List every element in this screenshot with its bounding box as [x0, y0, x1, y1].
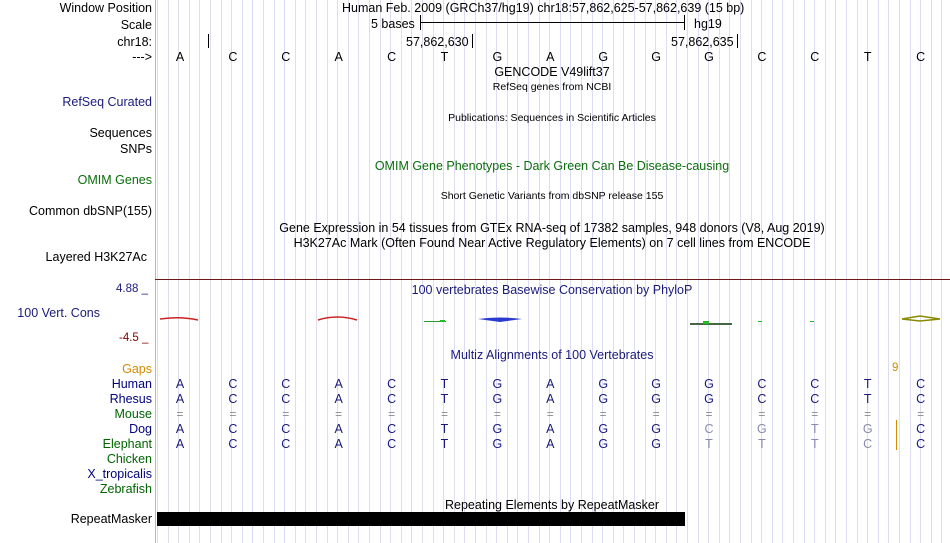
omim-genes-label[interactable]: OMIM Genes: [77, 173, 152, 187]
gaps-label: Gaps: [122, 362, 152, 376]
position-630: 57,862,630: [406, 35, 469, 49]
alignment-base: G: [492, 377, 503, 391]
base-letter: G: [492, 50, 503, 64]
refseq-track-title[interactable]: RefSeq genes from NCBI: [492, 81, 612, 93]
base-letter: C: [387, 50, 397, 64]
alignment-base: T: [863, 377, 872, 391]
alignment-base: A: [175, 422, 185, 436]
alignment-base: G: [651, 377, 661, 391]
scale-text: 5 bases: [371, 17, 415, 31]
alignment-base: =: [864, 407, 872, 421]
h3k27ac-label[interactable]: Layered H3K27Ac: [45, 250, 147, 264]
alignment-base: G: [704, 392, 714, 406]
base-letter: T: [863, 50, 872, 64]
conservation-peak: [318, 317, 357, 320]
alignment-base: A: [175, 377, 185, 391]
alignment-base: G: [598, 377, 609, 391]
dbsnp-label[interactable]: Common dbSNP(155): [29, 204, 152, 218]
base-letter: G: [598, 50, 609, 64]
alignment-base: G: [862, 422, 873, 436]
alignment-base: C: [281, 392, 291, 406]
alignment-base: C: [228, 377, 238, 391]
alignment-base: =: [176, 407, 184, 421]
sequences-label[interactable]: Sequences: [89, 126, 152, 140]
publications-track-title[interactable]: Publications: Sequences in Scientific Articles: [448, 112, 656, 124]
gtex-track-title[interactable]: Gene Expression in 54 tissues from GTEx RNA-seq of 17382 samples, 948 donors (V8, Aug 2019): [279, 221, 825, 235]
strand-label: --->: [132, 50, 152, 64]
base-letter: C: [757, 50, 767, 64]
alignment-base: C: [228, 422, 238, 436]
alignment-base: C: [281, 437, 291, 451]
alignment-base: G: [651, 392, 661, 406]
chrom-label: chr18:: [117, 35, 152, 49]
alignment-base: C: [916, 392, 926, 406]
dbsnp-track-title[interactable]: Short Genetic Variants from dbSNP release 155: [440, 190, 664, 202]
conservation-track-title[interactable]: 100 vertebrates Basewise Conservation by PhyloP: [411, 283, 693, 297]
alignment-base: C: [387, 392, 397, 406]
h3k27ac-track-title[interactable]: H3K27Ac Mark (Often Found Near Active Regulatory Elements) on 7 cell lines from ENCODE: [293, 236, 811, 250]
alignment-base: G: [651, 437, 661, 451]
base-letter: C: [228, 50, 238, 64]
conservation-mark: [703, 321, 709, 324]
species-label[interactable]: X_tropicalis: [87, 467, 152, 481]
alignment-base: C: [704, 422, 714, 436]
conservation-mark: [440, 320, 445, 322]
species-label[interactable]: Mouse: [114, 407, 152, 421]
gencode-track-title[interactable]: GENCODE V49lift37: [494, 65, 610, 79]
alignment-base: C: [281, 377, 291, 391]
base-letter: A: [334, 50, 343, 64]
species-label[interactable]: Rhesus: [109, 392, 152, 406]
base-letter: T: [440, 50, 449, 64]
alignment-base: =: [811, 407, 819, 421]
alignment-base: =: [546, 407, 554, 421]
alignment-base: C: [757, 392, 767, 406]
alignment-base: T: [440, 392, 449, 406]
alignment-base: A: [175, 437, 185, 451]
gap-count: 9: [892, 362, 899, 374]
window-position-label: Window Position: [59, 1, 152, 15]
species-label[interactable]: Human: [111, 377, 152, 391]
conservation-mark: [758, 321, 762, 322]
position-635: 57,862,635: [671, 35, 734, 49]
alignment-base: T: [440, 377, 449, 391]
assembly-label: hg19: [694, 17, 722, 31]
scale-label: Scale: [120, 18, 152, 32]
alignment-base: G: [704, 377, 714, 391]
alignment-base: A: [546, 422, 555, 436]
conservation-ymin: -4.5 _: [119, 332, 149, 344]
repeatmasker-element[interactable]: [157, 512, 685, 526]
alignment-base: A: [546, 377, 555, 391]
alignment-base: =: [705, 407, 713, 421]
base-letter: G: [651, 50, 661, 64]
conservation-ymax: 4.88 _: [116, 283, 148, 295]
species-label[interactable]: Dog: [129, 422, 152, 436]
alignment-base: C: [810, 377, 820, 391]
alignment-base: A: [546, 392, 555, 406]
conservation-mark: [690, 323, 732, 325]
base-letter: C: [810, 50, 820, 64]
repeatmasker-track-title[interactable]: Repeating Elements by RepeatMasker: [444, 498, 660, 512]
refseq-curated-label[interactable]: RefSeq Curated: [62, 95, 152, 109]
base-letter: G: [704, 50, 714, 64]
alignment-base: C: [757, 377, 767, 391]
snps-label[interactable]: SNPs: [120, 142, 152, 156]
alignment-base: =: [493, 407, 501, 421]
alignment-base: =: [335, 407, 343, 421]
alignment-base: T: [810, 422, 819, 436]
alignment-base: A: [334, 422, 343, 436]
alignment-base: A: [546, 437, 555, 451]
multiz-track-title[interactable]: Multiz Alignments of 100 Vertebrates: [450, 348, 654, 362]
alignment-base: C: [228, 437, 238, 451]
conservation-peak: [160, 318, 198, 320]
base-letter: A: [546, 50, 555, 64]
alignment-base: T: [810, 437, 819, 451]
alignment-base: T: [758, 437, 766, 451]
species-label[interactable]: Elephant: [102, 437, 152, 451]
alignment-base: C: [387, 422, 397, 436]
base-letter: C: [281, 50, 291, 64]
alignment-base: G: [492, 392, 503, 406]
alignment-base: G: [651, 422, 661, 436]
base-letter: C: [916, 50, 926, 64]
repeatmasker-label[interactable]: RepeatMasker: [70, 512, 152, 526]
alignment-base: A: [175, 392, 185, 406]
alignment-base: G: [492, 422, 503, 436]
alignment-base: C: [387, 437, 397, 451]
alignment-base: T: [863, 392, 872, 406]
alignment-base: G: [757, 422, 767, 436]
omim-track-title[interactable]: OMIM Gene Phenotypes - Dark Green Can Be Disease-causing: [374, 159, 730, 173]
alignment-base: C: [387, 377, 397, 391]
base-letter: A: [175, 50, 185, 64]
alignment-base: C: [916, 437, 926, 451]
alignment-base: C: [810, 392, 820, 406]
alignment-base: G: [598, 422, 609, 436]
alignment-base: C: [916, 377, 926, 391]
alignment-base: =: [652, 407, 660, 421]
alignment-base: =: [599, 407, 607, 421]
alignment-base: C: [916, 422, 926, 436]
conservation-label[interactable]: 100 Vert. Cons: [17, 306, 100, 320]
alignment-base: G: [492, 437, 503, 451]
alignment-base: =: [440, 407, 449, 421]
alignment-base: A: [334, 377, 343, 391]
alignment-base: A: [334, 437, 343, 451]
alignment-base: C: [281, 422, 291, 436]
alignment-base: T: [440, 437, 449, 451]
alignment-base: C: [228, 392, 238, 406]
alignment-base: =: [229, 407, 237, 421]
gap-marker: [896, 420, 897, 450]
alignment-base: T: [440, 422, 449, 436]
window-position-value: Human Feb. 2009 (GRCh37/hg19) chr18:57,862,625-57,862,639 (15 bp): [342, 1, 745, 15]
conservation-mark: [810, 321, 814, 322]
alignment-base: =: [388, 407, 396, 421]
alignment-base: G: [598, 437, 609, 451]
alignment-base: T: [705, 437, 713, 451]
alignment-base: C: [863, 437, 873, 451]
conservation-mark: [902, 316, 940, 321]
alignment-base: G: [598, 392, 609, 406]
species-label[interactable]: Zebrafish: [99, 482, 152, 496]
alignment-base: =: [917, 407, 925, 421]
species-label[interactable]: Chicken: [106, 452, 152, 466]
alignment-base: =: [758, 407, 766, 421]
alignment-base: =: [282, 407, 290, 421]
conservation-mark: [478, 318, 522, 323]
alignment-base: A: [334, 392, 343, 406]
